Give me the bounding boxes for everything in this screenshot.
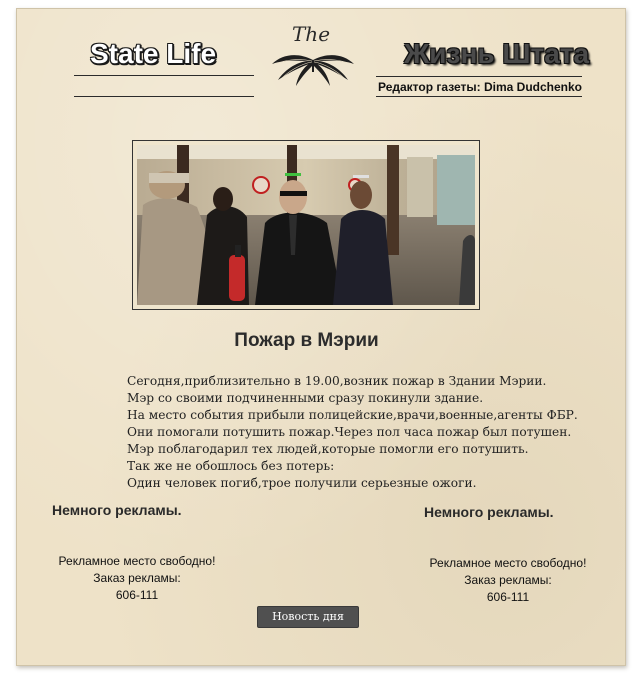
ad-heading-right: Немного рекламы. (424, 504, 554, 520)
news-of-the-day-button[interactable]: Новость дня (257, 606, 359, 628)
ad-phone: 606-111 (486, 590, 530, 604)
ad-line: Рекламное место свободно! (58, 554, 216, 568)
masthead-rule-left-bottom (74, 96, 254, 97)
article-line: Они помогали потушить пожар.Через пол часа пожар был потушен. (127, 425, 572, 439)
article-line: Один человек погиб,трое получили серьезные ожоги. (127, 476, 477, 490)
article-line: Сегодня,приблизительно в 19.00,возник пожар в Здании Мэрии. (127, 374, 547, 388)
ad-line: Заказ рекламы: (464, 573, 552, 587)
ad-body-right (408, 555, 608, 606)
ad-heading-left: Немного рекламы. (52, 502, 182, 518)
article-line: Так же не обошлось без потерь: (127, 459, 335, 473)
editor-credit: Редактор газеты: Dima Dudchenko (378, 80, 582, 94)
article-line: На место события прибыли полицейские,врачи,военные,агенты ФБР. (127, 408, 578, 422)
article-photo-frame (132, 140, 480, 310)
article-photo (137, 145, 475, 305)
palm-leaves-logo-icon (268, 20, 358, 90)
masthead-rule-right-top (376, 76, 582, 77)
masthead-title-ru: Жизнь Штата (404, 38, 590, 69)
masthead-title-en: State Life (90, 38, 217, 69)
ad-line: Заказ рекламы: (93, 571, 181, 585)
masthead-rule-right-bottom (376, 96, 582, 97)
article-line: Мэр со своими подчиненными сразу покинули здание. (127, 391, 484, 405)
ad-phone: 606-111 (115, 588, 159, 602)
ad-line: Рекламное место свободно! (429, 556, 587, 570)
article-headline: Пожар в Мэрии (234, 330, 379, 351)
scene-illustration (137, 145, 475, 305)
article-line: Мэр поблагодарил тех людей,которые помогли его потушить. (127, 442, 529, 456)
article-body (127, 373, 578, 492)
logo-the-text: The (291, 22, 331, 46)
ad-body-left (37, 553, 237, 604)
masthead-rule-left-top (74, 75, 254, 76)
